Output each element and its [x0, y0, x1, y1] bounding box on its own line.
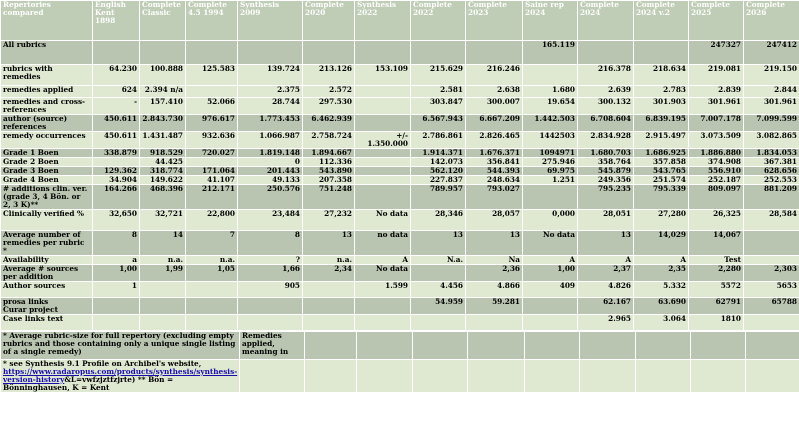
table-cell: 5.332	[634, 282, 689, 298]
table-cell: 301.903	[634, 98, 689, 115]
table-cell: 275.946	[523, 158, 578, 167]
table-cell: 8	[238, 231, 303, 256]
table-cell: 409	[523, 282, 578, 298]
table-cell: 23,484	[238, 210, 303, 231]
table-cell: 1.680.703	[578, 149, 634, 158]
table-cell: 3.064	[634, 315, 689, 331]
table-cell: 252.553	[744, 176, 799, 185]
table-row	[1, 231, 799, 256]
column-header: Complete 2024 v.2	[634, 1, 689, 41]
column-header: Repertories compared	[1, 1, 93, 41]
table-cell: Test	[689, 256, 744, 265]
table-cell	[303, 298, 355, 315]
table-cell: No data	[355, 265, 411, 282]
table-row	[1, 98, 799, 115]
table-cell: 905	[238, 282, 303, 298]
table-cell: 171.064	[186, 167, 238, 176]
row-label: remedy occurrences	[1, 132, 93, 149]
table-row	[1, 115, 799, 132]
row-label: remedies and cross-references	[1, 98, 93, 115]
table-row	[1, 132, 799, 149]
table-cell: 300.007	[466, 98, 523, 115]
table-cell: 219.150	[744, 65, 799, 86]
table-cell	[186, 298, 238, 315]
table-cell: a	[93, 256, 140, 265]
table-cell: 5572	[689, 282, 744, 298]
table-cell: 543.765	[634, 167, 689, 176]
table-cell	[578, 41, 634, 65]
table-cell: 624	[93, 86, 140, 98]
table-cell: 6.567.943	[411, 115, 466, 132]
table-cell: 301.961	[744, 98, 799, 115]
table-cell: A	[355, 256, 411, 265]
table-cell: 249.356	[578, 176, 634, 185]
table-cell	[466, 315, 523, 331]
table-cell: 6.839.195	[634, 115, 689, 132]
table-cell: 795.235	[578, 185, 634, 210]
footnote-average: * Average rubric-size for full repertory (excluding empty rubrics and those containing only a unique single listing of a single remedy)	[1, 332, 240, 360]
table-cell	[523, 185, 578, 210]
table-cell: 1	[93, 282, 140, 298]
table-cell: 2,34	[303, 265, 355, 282]
table-cell: 4.456	[411, 282, 466, 298]
table-cell: 28,057	[466, 210, 523, 231]
table-cell	[411, 265, 466, 282]
table-cell: 125.583	[186, 65, 238, 86]
table-cell	[411, 41, 466, 65]
table-cell	[140, 41, 186, 65]
table-cell	[186, 86, 238, 98]
table-cell: 227.837	[411, 176, 466, 185]
table-cell: 7	[186, 231, 238, 256]
table-cell: 4.866	[466, 282, 523, 298]
table-cell: 49.133	[238, 176, 303, 185]
table-cell: 1.773.453	[238, 115, 303, 132]
table-cell: 251.574	[634, 176, 689, 185]
table-cell: 212.171	[186, 185, 238, 210]
table-cell: 218.634	[634, 65, 689, 86]
table-cell: 1.251	[523, 176, 578, 185]
footnote-row-1	[1, 332, 799, 360]
table-cell: 3.082.865	[744, 132, 799, 149]
table-cell: 793.027	[466, 185, 523, 210]
table-cell	[411, 315, 466, 331]
table-cell: ?	[238, 256, 303, 265]
table-cell: 1.442.503	[523, 115, 578, 132]
table-cell: 2,36	[466, 265, 523, 282]
table-cell: 14	[140, 231, 186, 256]
table-cell: 5653	[744, 282, 799, 298]
table-cell: 201.443	[238, 167, 303, 176]
table-cell: 2.826.465	[466, 132, 523, 149]
table-cell	[186, 282, 238, 298]
table-cell: 6.462.939	[303, 115, 355, 132]
footnote-side: Remedies applied, meaning in	[240, 332, 305, 360]
table-cell: 1810	[689, 315, 744, 331]
table-cell: 28,346	[411, 210, 466, 231]
table-row	[1, 282, 799, 298]
table-cell	[523, 315, 578, 331]
table-cell: no data	[355, 231, 411, 256]
table-cell: 1.686.925	[634, 149, 689, 158]
table-cell	[93, 158, 140, 167]
table-cell: 1,66	[238, 265, 303, 282]
table-cell: 2,37	[578, 265, 634, 282]
table-cell: 216.378	[578, 65, 634, 86]
table-cell: 543.890	[303, 167, 355, 176]
table-cell: 19.654	[523, 98, 578, 115]
table-cell: -	[93, 98, 140, 115]
table-cell: 247412	[744, 41, 799, 65]
table-cell	[303, 41, 355, 65]
table-cell: 28.744	[238, 98, 303, 115]
row-label: remedies applied	[1, 86, 93, 98]
table-cell: 52.066	[186, 98, 238, 115]
table-row	[1, 210, 799, 231]
table-cell	[140, 282, 186, 298]
table-cell: 13	[578, 231, 634, 256]
table-cell: 2.839	[689, 86, 744, 98]
row-label: prosa links Curar project	[1, 298, 93, 315]
row-label: Grade 2 Boen	[1, 158, 93, 167]
table-cell: 720.027	[186, 149, 238, 158]
table-cell: 1.680	[523, 86, 578, 98]
table-cell: No data	[355, 210, 411, 231]
column-header: Complete 4.5 1994	[186, 1, 238, 41]
table-row	[1, 149, 799, 158]
table-row	[1, 256, 799, 265]
table-cell: 301.961	[689, 98, 744, 115]
table-cell	[523, 65, 578, 86]
table-cell: 1.914.371	[411, 149, 466, 158]
column-header: English Kent 1898	[93, 1, 140, 41]
table-cell: 216.246	[466, 65, 523, 86]
table-cell: 59.281	[466, 298, 523, 315]
table-cell: 562.120	[411, 167, 466, 176]
table-cell: No data	[523, 231, 578, 256]
table-cell	[93, 298, 140, 315]
table-cell: 2,35	[634, 265, 689, 282]
table-cell: 7.099.599	[744, 115, 799, 132]
table-cell: 318.774	[140, 167, 186, 176]
table-cell: 44.425	[140, 158, 186, 167]
table-cell: 252.187	[689, 176, 744, 185]
table-cell: 2.572	[303, 86, 355, 98]
table-cell: 164.266	[93, 185, 140, 210]
table-cell: 918.529	[140, 149, 186, 158]
table-cell: 62.167	[578, 298, 634, 315]
table-cell: 1.431.487	[140, 132, 186, 149]
table-cell: 28,051	[578, 210, 634, 231]
table-cell: 13	[466, 231, 523, 256]
table-cell: A	[523, 256, 578, 265]
table-cell: 2.375	[238, 86, 303, 98]
table-cell: 932.636	[186, 132, 238, 149]
column-header: Synthesis 2009	[238, 1, 303, 41]
table-cell: 2.843.730	[140, 115, 186, 132]
table-cell: 2.786.861	[411, 132, 466, 149]
table-cell: 34.904	[93, 176, 140, 185]
table-cell: 809.097	[689, 185, 744, 210]
row-label: Grade 4 Boen	[1, 176, 93, 185]
table-cell	[355, 167, 411, 176]
table-cell: 62791	[689, 298, 744, 315]
column-header: Complete 2022	[411, 1, 466, 41]
table-cell: 6.708.604	[578, 115, 634, 132]
table-cell: 297.530	[303, 98, 355, 115]
table-cell	[186, 41, 238, 65]
row-label: Grade 1 Boen	[1, 149, 93, 158]
table-cell: 545.879	[578, 167, 634, 176]
table-cell	[186, 315, 238, 331]
table-cell: 1442503	[523, 132, 578, 149]
table-cell: 100.888	[140, 65, 186, 86]
table-cell: A	[634, 256, 689, 265]
table-cell: 2.758.724	[303, 132, 355, 149]
row-label: Grade 3 Boen	[1, 167, 93, 176]
table-cell: 2,280	[689, 265, 744, 282]
table-cell: 157.410	[140, 98, 186, 115]
table-cell: 69.975	[523, 167, 578, 176]
table-cell: 129.362	[93, 167, 140, 176]
table-cell	[634, 41, 689, 65]
row-label: Average # sources per addition	[1, 265, 93, 282]
table-cell: 1.066.987	[238, 132, 303, 149]
table-cell: 1.599	[355, 282, 411, 298]
table-cell	[355, 298, 411, 315]
table-cell	[303, 315, 355, 331]
table-cell: 450.611	[93, 115, 140, 132]
table-cell: 2.639	[578, 86, 634, 98]
table-row	[1, 167, 799, 176]
table-cell: 2.394 n/a	[140, 86, 186, 98]
table-cell: 1.834.053	[744, 149, 799, 158]
table-cell: 8	[93, 231, 140, 256]
row-label: author (source) references	[1, 115, 93, 132]
table-cell: 215.629	[411, 65, 466, 86]
table-cell	[140, 298, 186, 315]
table-cell: 1,99	[140, 265, 186, 282]
table-cell	[523, 298, 578, 315]
table-cell: 2.783	[634, 86, 689, 98]
table-cell	[355, 98, 411, 115]
table-cell: 0,000	[523, 210, 578, 231]
row-label: # additions clin. ver. (grade 3, 4 Bön. or 2, 3 K)**	[1, 185, 93, 210]
table-cell	[238, 41, 303, 65]
table-cell: 795.339	[634, 185, 689, 210]
row-label: Clinically verified %	[1, 210, 93, 231]
footnote-row-2	[1, 360, 799, 393]
table-cell: 556.910	[689, 167, 744, 176]
table-cell: 1.894.667	[303, 149, 355, 158]
table-cell	[355, 176, 411, 185]
table-row	[1, 158, 799, 167]
table-row	[1, 176, 799, 185]
column-header: Complete 2024	[578, 1, 634, 41]
table-cell: 13	[411, 231, 466, 256]
table-cell	[355, 315, 411, 331]
table-cell	[93, 315, 140, 331]
table-cell: 544.393	[466, 167, 523, 176]
table-row	[1, 315, 799, 331]
table-cell: 64.230	[93, 65, 140, 86]
table-row	[1, 265, 799, 282]
table-cell: 2,303	[744, 265, 799, 282]
column-header: Complete Classic	[140, 1, 186, 41]
table-cell: 153.109	[355, 65, 411, 86]
table-cell: 14,029	[634, 231, 689, 256]
table-cell: 468.396	[140, 185, 186, 210]
table-cell: 28,584	[744, 210, 799, 231]
footnote-table	[0, 331, 799, 393]
table-cell: 3.073.509	[689, 132, 744, 149]
table-cell: A	[578, 256, 634, 265]
table-row	[1, 41, 799, 65]
footnote-source: * see Synthesis 9.1 Profile on Archibel's website, https://www.radaropus.com/products/synthesis/synthesis-version-history&L=vwfzjztfzjrte) ** Bön = Bönninghausen, K = Kent	[1, 360, 240, 393]
table-cell: 1.819.148	[238, 149, 303, 158]
table-cell	[744, 231, 799, 256]
table-cell: 338.879	[93, 149, 140, 158]
table-cell	[355, 149, 411, 158]
table-cell: 356.841	[466, 158, 523, 167]
table-row	[1, 298, 799, 315]
row-label: All rubrics	[1, 41, 93, 65]
column-header: Complete 2026	[744, 1, 799, 41]
table-cell: 207.358	[303, 176, 355, 185]
table-cell: 14,067	[689, 231, 744, 256]
table-cell: 63.690	[634, 298, 689, 315]
table-cell: 32,721	[140, 210, 186, 231]
table-cell: 2.915.497	[634, 132, 689, 149]
table-cell: N.a.	[411, 256, 466, 265]
table-cell: 26,325	[689, 210, 744, 231]
table-cell: 751.248	[303, 185, 355, 210]
table-cell: 358.764	[578, 158, 634, 167]
row-label: rubrics with remedies	[1, 65, 93, 86]
table-cell: 41.107	[186, 176, 238, 185]
table-cell: 2.834.928	[578, 132, 634, 149]
table-cell: 1.676.371	[466, 149, 523, 158]
table-cell: 1,00	[523, 265, 578, 282]
table-cell: 303.847	[411, 98, 466, 115]
table-cell: 247327	[689, 41, 744, 65]
table-cell: 2.965	[578, 315, 634, 331]
table-cell: 1,05	[186, 265, 238, 282]
column-header: Complete 2023	[466, 1, 523, 41]
table-cell	[355, 86, 411, 98]
table-cell: n.a.	[186, 256, 238, 265]
table-cell	[238, 315, 303, 331]
table-cell: 450.611	[93, 132, 140, 149]
table-cell: 27,280	[634, 210, 689, 231]
table-cell: 22,800	[186, 210, 238, 231]
row-label: Average number of remedies per rubric *	[1, 231, 93, 256]
header-row	[1, 1, 799, 41]
table-cell: 367.381	[744, 158, 799, 167]
table-cell: 13	[303, 231, 355, 256]
column-header: Complete 2025	[689, 1, 744, 41]
table-cell: n.a.	[303, 256, 355, 265]
table-cell: 0	[238, 158, 303, 167]
table-cell: 27,232	[303, 210, 355, 231]
table-cell: n.a.	[140, 256, 186, 265]
table-cell	[355, 185, 411, 210]
table-cell: 213.126	[303, 65, 355, 86]
row-label: Availability	[1, 256, 93, 265]
table-cell	[355, 115, 411, 132]
column-header: Saine rep 2024	[523, 1, 578, 41]
column-header: Complete 2020	[303, 1, 355, 41]
table-cell	[744, 256, 799, 265]
row-label: Author sources	[1, 282, 93, 298]
table-cell: 65788	[744, 298, 799, 315]
row-label: Case links text	[1, 315, 93, 331]
table-cell: 149.622	[140, 176, 186, 185]
table-cell: Na	[466, 256, 523, 265]
table-cell: 248.634	[466, 176, 523, 185]
table-cell: 2.638	[466, 86, 523, 98]
table-cell: 4.826	[578, 282, 634, 298]
table-cell: 1.886.880	[689, 149, 744, 158]
table-cell: 976.617	[186, 115, 238, 132]
table-row	[1, 185, 799, 210]
table-cell: 789.957	[411, 185, 466, 210]
table-cell: 32,650	[93, 210, 140, 231]
table-cell	[93, 41, 140, 65]
table-cell	[466, 41, 523, 65]
table-cell: 628.656	[744, 167, 799, 176]
table-cell: 2.581	[411, 86, 466, 98]
table-cell: 1,00	[93, 265, 140, 282]
table-cell: 7.007.178	[689, 115, 744, 132]
table-cell	[355, 158, 411, 167]
table-cell	[186, 158, 238, 167]
table-cell: 165.119	[523, 41, 578, 65]
table-cell: 54.959	[411, 298, 466, 315]
table-cell: +/- 1.350.000	[355, 132, 411, 149]
table-cell: 881.209	[744, 185, 799, 210]
table-cell: 374.908	[689, 158, 744, 167]
table-row	[1, 86, 799, 98]
table-cell: 112.336	[303, 158, 355, 167]
table-cell: 139.724	[238, 65, 303, 86]
table-cell: 219.081	[689, 65, 744, 86]
table-cell: 2.844	[744, 86, 799, 98]
table-row	[1, 65, 799, 86]
table-cell	[303, 282, 355, 298]
table-cell	[238, 298, 303, 315]
table-cell: 6.667.209	[466, 115, 523, 132]
table-cell	[355, 41, 411, 65]
table-cell: 142.073	[411, 158, 466, 167]
table-cell: 1094971	[523, 149, 578, 158]
synthesis-history-link[interactable]: https://www.radaropus.com/products/synthesis/synthesis-version-history	[3, 367, 238, 384]
column-header: Synthesis 2022	[355, 1, 411, 41]
table-cell: 300.132	[578, 98, 634, 115]
table-cell: 357.858	[634, 158, 689, 167]
table-cell: 250.576	[238, 185, 303, 210]
table-cell	[140, 315, 186, 331]
table-cell	[744, 315, 799, 331]
